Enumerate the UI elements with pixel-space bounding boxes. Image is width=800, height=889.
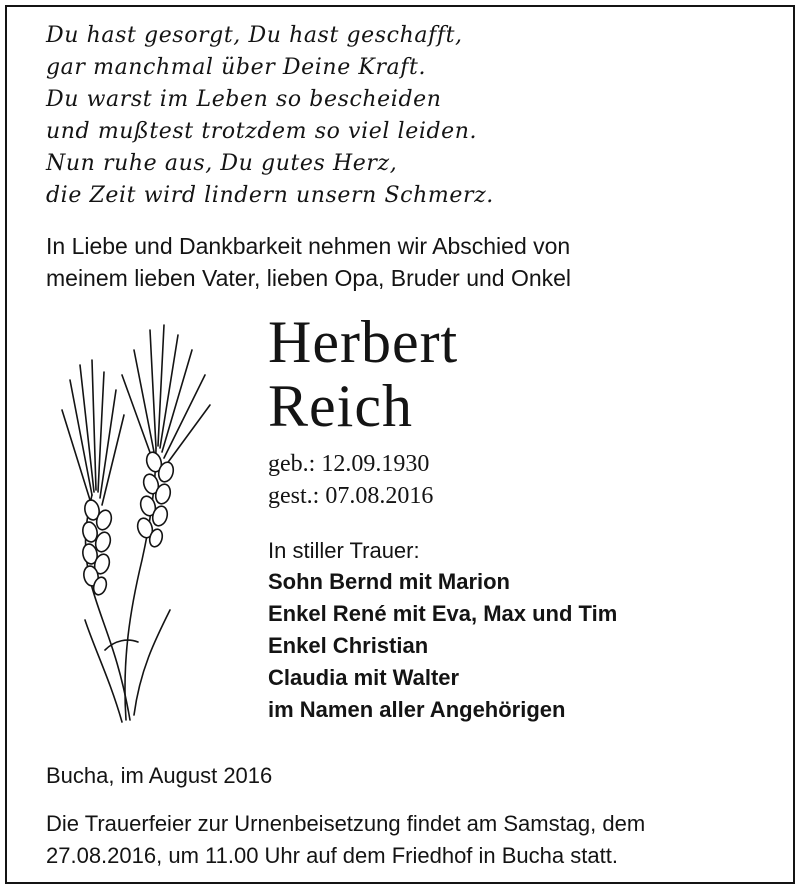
- intro-line: meinem lieben Vater, lieben Opa, Bruder und Onkel: [46, 265, 572, 291]
- ceremony-line: 27.08.2016, um 11.00 Uhr auf dem Friedhof in Bucha statt.: [46, 843, 618, 868]
- poem-line: gar manchmal über Deine Kraft.: [46, 55, 427, 80]
- life-dates: [268, 448, 433, 512]
- mourner-list: [268, 566, 617, 726]
- intro-line: In Liebe und Dankbarkeit nehmen wir Abschied von: [46, 233, 571, 259]
- poem: [46, 20, 494, 212]
- mourner-entry: Sohn Bernd mit Marion: [268, 569, 510, 594]
- poem-line: Du hast gesorgt, Du hast geschafft,: [46, 23, 463, 48]
- poem-line: und mußtest trotzdem so viel leiden.: [46, 119, 478, 144]
- farewell-intro: [46, 230, 571, 294]
- mourner-entry: Claudia mit Walter: [268, 665, 460, 690]
- poem-line: Nun ruhe aus, Du gutes Herz,: [46, 151, 398, 176]
- wheat-ears-icon: [60, 320, 220, 725]
- mourner-entry: Enkel René mit Eva, Max und Tim: [268, 601, 618, 626]
- poem-line: Du warst im Leben so bescheiden: [46, 87, 442, 112]
- mourner-entry: im Namen aller Angehörigen: [268, 697, 566, 722]
- poem-line: die Zeit wird lindern unsern Schmerz.: [46, 183, 494, 208]
- deceased-name: [268, 310, 458, 438]
- birth-date: geb.: 12.09.1930: [268, 451, 430, 477]
- ceremony-notice: [46, 808, 645, 872]
- last-name: Reich: [268, 373, 413, 439]
- place-and-date: Bucha, im August 2016: [46, 763, 273, 788]
- ceremony-line: Die Trauerfeier zur Urnenbeisetzung findet am Samstag, dem: [46, 811, 646, 836]
- first-name: Herbert: [268, 309, 459, 375]
- mourner-entry: Enkel Christian: [268, 633, 429, 658]
- mourning-label: In stiller Trauer:: [268, 538, 420, 563]
- death-date: gest.: 07.08.2016: [268, 483, 434, 509]
